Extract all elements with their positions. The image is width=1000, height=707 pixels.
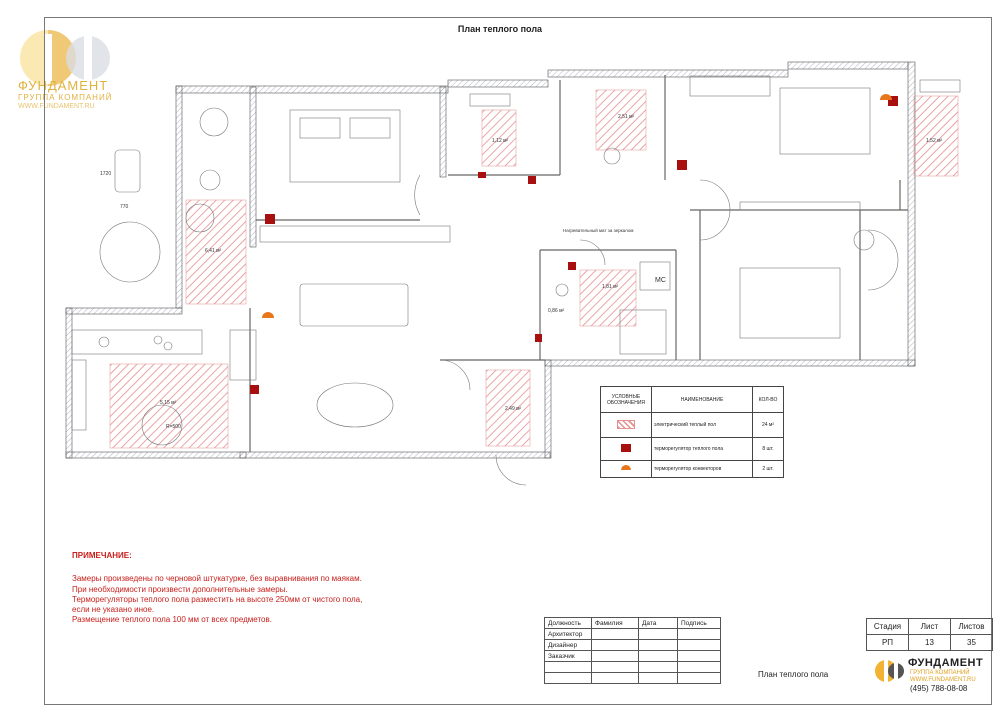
thermostat-3 [528,176,536,184]
area-label-kitchen: 5,15 м² [160,400,177,406]
legend-row-qty: 24 м² [753,413,784,438]
legend-header-symbols: УСЛОВНЫЕ ОБОЗНАЧЕНИЯ [601,387,652,413]
area-label-balcony: 6,41 м² [205,248,222,254]
table-radius-label: R=500 [166,424,181,430]
area-label-bath2: 1,81 м² [602,284,619,290]
convector-thermostats [262,94,892,318]
thermostat-4 [677,160,687,170]
sheet-name: План теплого пола [758,670,829,679]
thermostat-6 [535,334,542,342]
stamp-role: Заказчик [545,651,592,662]
hatch-symbol [617,420,635,429]
logo-name: ФУНДАМЕНТ [18,78,109,93]
stamp-role: Архитектор [545,629,592,640]
note-line: При необходимости произвести дополнительные замеры. [72,585,288,594]
legend-row-name: терморегулятор теплого пола [652,437,753,460]
dim-770: 770 [120,204,129,210]
stage-label: Стадия [867,619,909,635]
thermostat-5 [568,262,576,270]
mc-label: МС [655,277,666,284]
legend-table [600,386,784,478]
sheets-label: Листов [951,619,993,635]
stamp-header: Дата [639,618,678,629]
logo-group: ГРУППА КОМПАНИЙ [18,93,113,102]
thermostats [250,96,898,394]
legend-row-name: терморегулятор конвекторов [652,460,753,478]
legend-header-name: НАИМЕНОВАНИЕ [652,387,753,413]
note-line: Замеры произведены по черновой штукатурке, без выравнивания по маякам. [72,574,362,583]
thermostat-symbol [621,444,631,452]
heated-zone-bath2 [580,270,636,326]
company-name: ФУНДАМЕНТ [908,657,984,669]
sheets-value: 35 [951,635,993,651]
dim-1720: 1720 [100,171,112,177]
area-label-small: 0,86 м² [548,308,565,314]
company-logo-small [874,656,904,686]
legend-row-name: электрический теплый пол [652,413,753,438]
note-line: Размещение теплого пола 100 мм от всех предметов. [72,615,272,624]
area-label-hall: 2,49 м² [505,406,522,412]
stage-table [866,618,993,651]
heated-zone-bath1 [596,90,646,150]
stamp-header: Должность [545,618,592,629]
convector-thermostat-1 [262,312,274,318]
heated-zone-bath3 [914,96,958,176]
note-line: если не указано иное. [72,605,155,614]
stamp-header: Фамилия [592,618,639,629]
area-label-wc: 1,12 м² [492,138,509,144]
thermostat-2 [250,385,259,394]
thermostat-1 [265,214,275,224]
convector-symbol [621,465,631,470]
heater-note: Нагревательный мат за зеркалом [563,228,634,233]
notes-heading: ПРИМЕЧАНИЕ: [72,551,132,560]
stage-value: РП [867,635,909,651]
stamp-header: Подпись [678,618,721,629]
heated-zones [110,90,958,448]
convector-thermostat-2 [880,94,892,100]
logo-site: WWW.FUNDAMENT.RU [18,103,95,110]
area-label-bath1: 2,51 м² [618,114,635,120]
note-line: Терморегуляторы теплого пола разместить на высоте 250мм от чистого пола, [72,595,363,604]
legend-row-qty: 8 шт. [753,437,784,460]
sheet-value: 13 [909,635,951,651]
stamp-role: Дизайнер [545,640,592,651]
inner-walls [250,75,908,452]
company-phone: (495) 788-08-08 [910,684,968,693]
company-group: ГРУППА КОМПАНИЙ [910,670,970,676]
page-title: План теплого пола [457,24,543,34]
legend-row-qty: 2 шт. [753,460,784,478]
company-site: WWW.FUNDAMENT.RU [910,677,976,683]
thermostat-8 [478,172,486,178]
legend-header-qty: КОЛ-ВО [753,387,784,413]
title-block [544,617,721,684]
sheet-label: Лист [909,619,951,635]
area-label-bath3: 1,52 м² [926,138,943,144]
